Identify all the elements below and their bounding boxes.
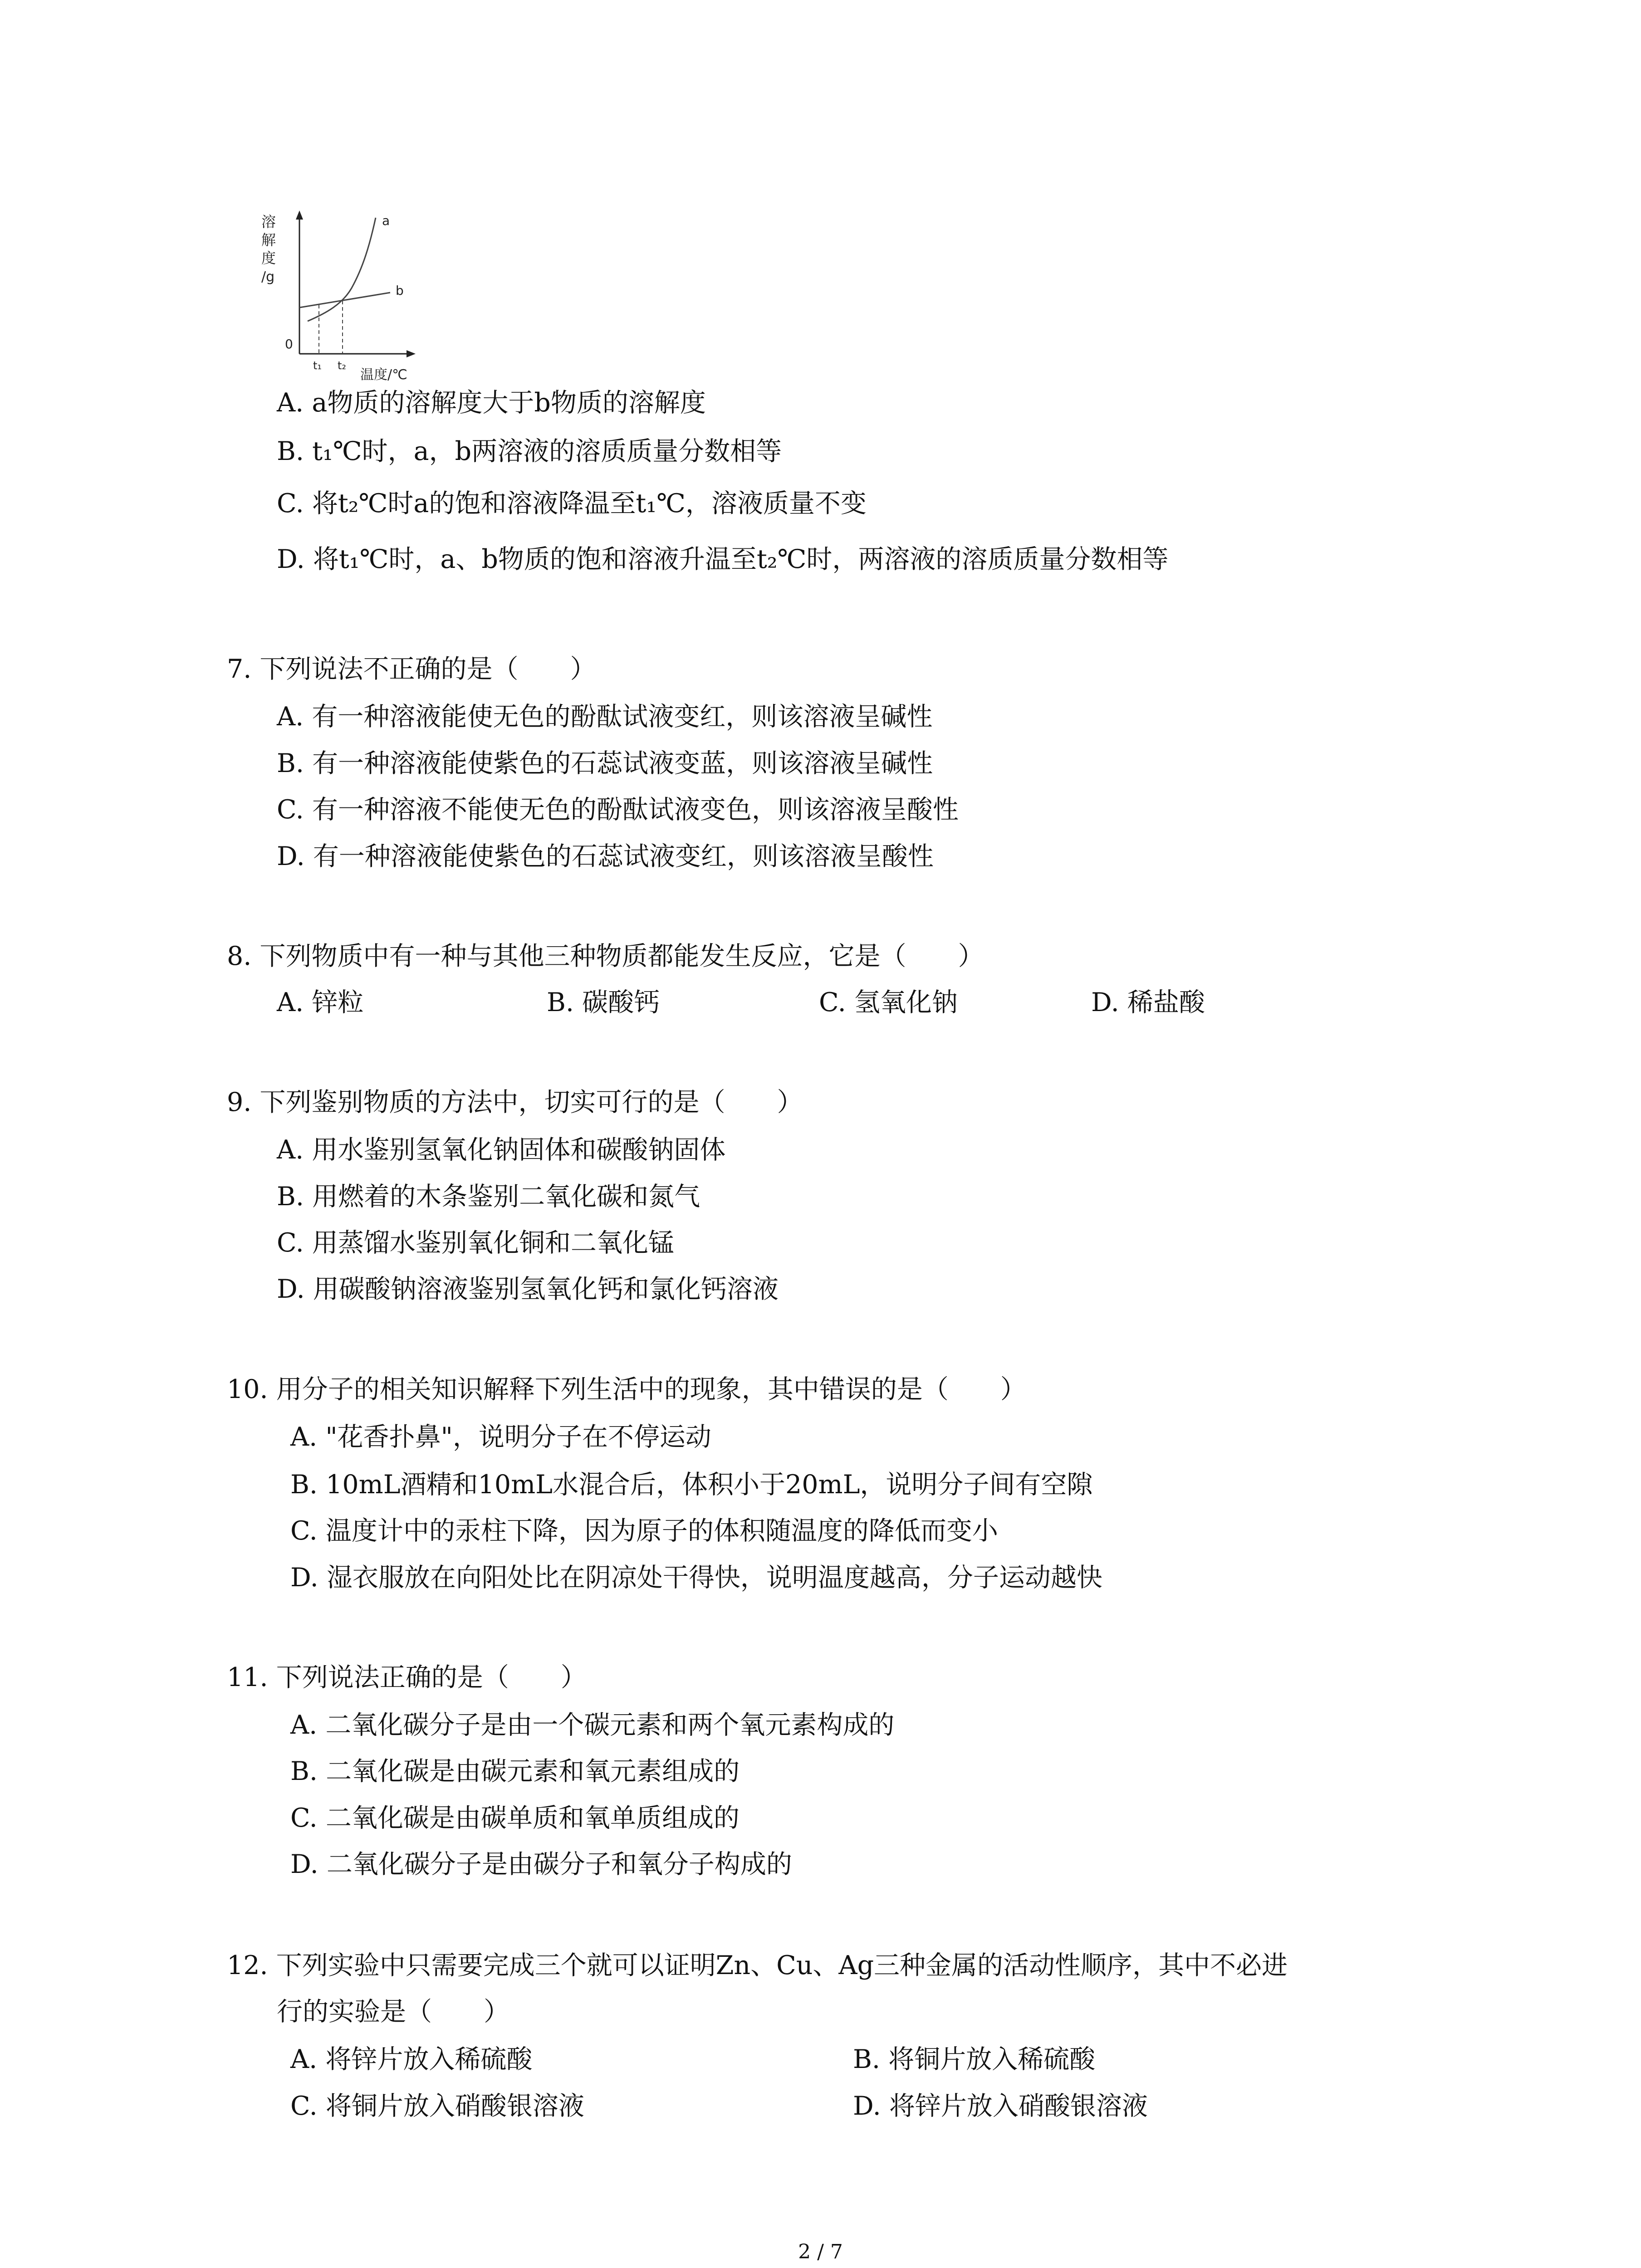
q6-option-a: A. a物质的溶解度大于b物质的溶解度 <box>277 388 706 418</box>
q6-option-c: C. 将t₂℃时a的饱和溶液降温至t₁℃，溶液质量不变 <box>277 489 867 518</box>
q6-option-b: B. t₁℃时，a，b两溶液的溶质质量分数相等 <box>277 436 782 466</box>
y-axis-label-char: 度 <box>261 249 276 267</box>
q12-stem-line1: 12. 下列实验中只需要完成三个就可以证明Zn、Cu、Ag三种金属的活动性顺序，其中不必进 <box>227 1950 1288 1980</box>
solubility-graph <box>254 204 445 381</box>
q7-stem: 7. 下列说法不正确的是（ ） <box>227 654 596 684</box>
q9-stem: 9. 下列鉴别物质的方法中，切实可行的是（ ） <box>227 1087 803 1117</box>
q8-option-b: B. 碳酸钙 <box>547 987 660 1017</box>
q10-stem: 10. 用分子的相关知识解释下列生活中的现象，其中错误的是（ ） <box>227 1374 1026 1404</box>
q8-stem: 8. 下列物质中有一种与其他三种物质都能发生反应，它是（ ） <box>227 941 984 971</box>
curve-a-label: a <box>382 213 390 228</box>
q11-option-c: C. 二氧化碳是由碳单质和氧单质组成的 <box>290 1803 740 1833</box>
q10-option-a: A. "花香扑鼻"，说明分子在不停运动 <box>290 1422 711 1452</box>
curve-a <box>308 218 376 321</box>
q8-option-c: C. 氢氧化钠 <box>819 987 958 1017</box>
t2-label: t₂ <box>338 359 347 372</box>
q12-option-a: A. 将锌片放入稀硫酸 <box>290 2044 533 2074</box>
q11-stem: 11. 下列说法正确的是（ ） <box>227 1662 587 1692</box>
q6-option-d: D. 将t₁℃时，a、b物质的饱和溶液升温至t₂℃时，两溶液的溶质质量分数相等 <box>277 544 1169 574</box>
y-axis-label-char: 溶 <box>261 213 276 230</box>
y-axis-label <box>261 213 276 285</box>
x-axis-arrow <box>407 350 416 357</box>
q10-option-d: D. 湿衣服放在向阳处比在阴凉处干得快，说明温度越高，分子运动越快 <box>290 1563 1102 1593</box>
origin-label: 0 <box>285 337 293 352</box>
y-axis-arrow <box>296 210 303 220</box>
y-axis-label-char: /g <box>261 269 275 285</box>
page-number: 2 / 7 <box>798 2240 843 2263</box>
q11-option-a: A. 二氧化碳分子是由一个碳元素和两个氧元素构成的 <box>290 1710 895 1740</box>
q12-stem-line2: 行的实验是（ ） <box>277 1997 509 2027</box>
q9-option-c: C. 用蒸馏水鉴别氧化铜和二氧化锰 <box>277 1228 674 1258</box>
q12-option-b: B. 将铜片放入稀硫酸 <box>853 2044 1096 2074</box>
q11-option-d: D. 二氧化碳分子是由碳分子和氧分子构成的 <box>290 1849 792 1879</box>
q10-option-b: B. 10mL酒精和10mL水混合后，体积小于20mL，说明分子间有空隙 <box>290 1470 1093 1500</box>
q12-option-d: D. 将锌片放入硝酸银溶液 <box>853 2091 1148 2121</box>
q11-option-b: B. 二氧化碳是由碳元素和氧元素组成的 <box>290 1756 740 1786</box>
q8-option-a: A. 锌粒 <box>277 987 364 1017</box>
q8-option-d: D. 稀盐酸 <box>1091 987 1205 1017</box>
curve-b-label: b <box>396 283 404 298</box>
y-axis-label-char: 解 <box>261 231 276 249</box>
q9-option-a: A. 用水鉴别氢氧化钠固体和碳酸钠固体 <box>277 1135 726 1165</box>
t1-label: t₁ <box>313 359 322 372</box>
q12-option-c: C. 将铜片放入硝酸银溶液 <box>290 2091 584 2121</box>
q7-option-d: D. 有一种溶液能使紫色的石蕊试液变红，则该溶液呈酸性 <box>277 841 934 871</box>
q10-option-c: C. 温度计中的汞柱下降，因为原子的体积随温度的降低而变小 <box>290 1516 998 1546</box>
x-axis-label: 温度/℃ <box>360 367 407 381</box>
q9-option-d: D. 用碳酸钠溶液鉴别氢氧化钙和氯化钙溶液 <box>277 1274 779 1304</box>
q7-option-c: C. 有一种溶液不能使无色的酚酞试液变色，则该溶液呈酸性 <box>277 795 959 825</box>
curve-b <box>299 293 390 308</box>
q9-option-b: B. 用燃着的木条鉴别二氧化碳和氮气 <box>277 1182 700 1212</box>
q7-option-b: B. 有一种溶液能使紫色的石蕊试液变蓝，则该溶液呈碱性 <box>277 748 933 778</box>
q7-option-a: A. 有一种溶液能使无色的酚酞试液变红，则该溶液呈碱性 <box>277 702 933 732</box>
